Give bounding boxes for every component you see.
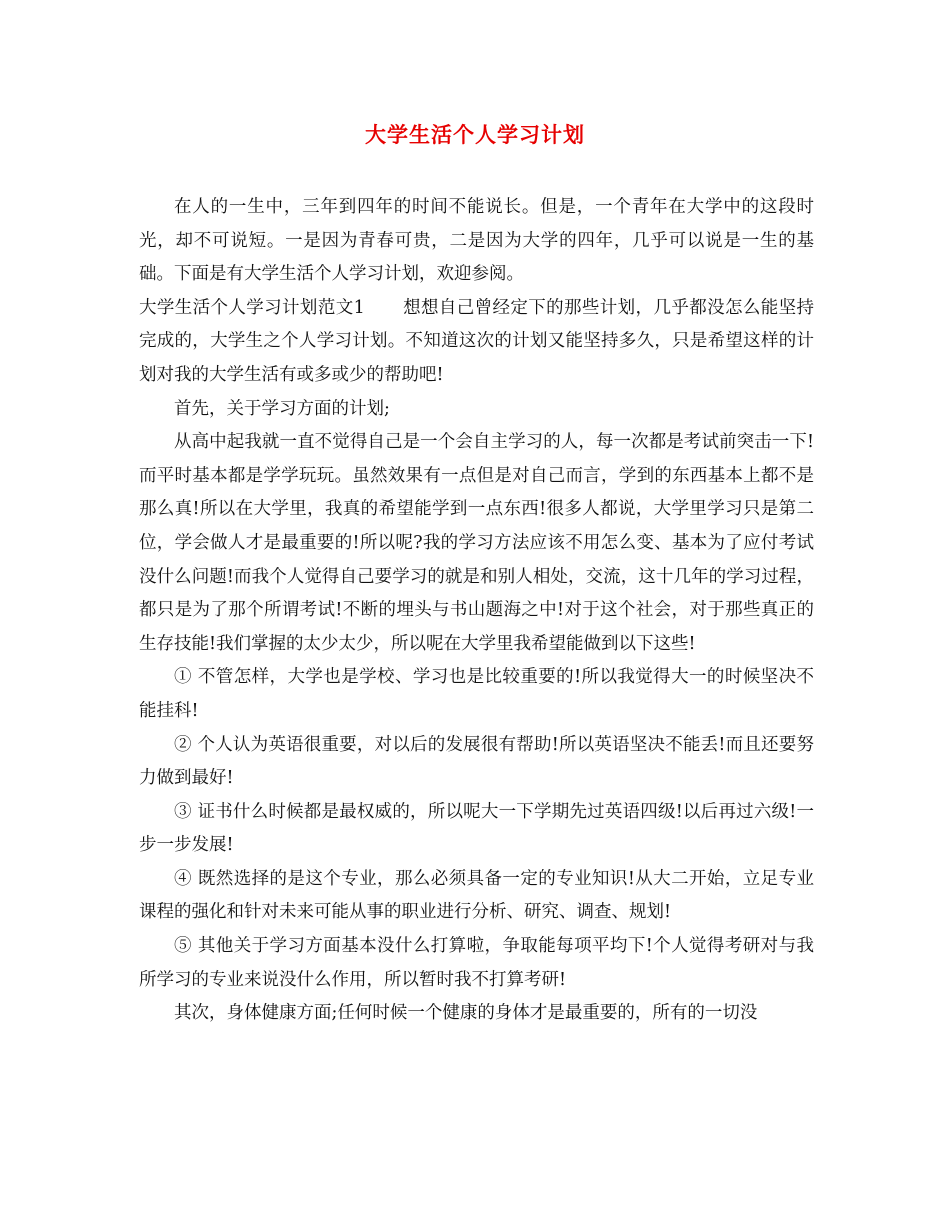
- intro-paragraph: 在人的一生中，三年到四年的时间不能说长。但是，一个青年在大学中的这段时光，却不可说短。一是因为青春可贵，二是因为大学的四年，几乎可以说是一生的基础。下面是有大学生活个人学习计划，欢迎参阅。: [139, 197, 814, 285]
- section-paragraph: [139, 292, 814, 393]
- plan-item-4: ④ 既然选择的是这个专业，那么必须具备一定的专业知识!从大二开始，立足专业课程的强化和针对未来可能从事的职业进行分析、研究、调查、规划!: [139, 868, 814, 923]
- document-title: 大学生活个人学习计划: [365, 122, 585, 147]
- document-body: [139, 191, 814, 1031]
- study-plan-heading: 首先，关于学习方面的计划;: [174, 398, 390, 419]
- health-paragraph: 其次，身体健康方面;任何时候一个健康的身体才是最重要的，所有的一切没: [174, 1003, 758, 1024]
- plan-item-5: ⑤ 其他关于学习方面基本没什么打算啦，争取能每项平均下!个人觉得考研对与我所学习的专业来说没什么作用，所以暂时我不打算考研!: [139, 936, 814, 990]
- plan-item-2: ② 个人认为英语很重要，对以后的发展很有帮助!所以英语坚决不能丢!而且还要努力做到最好!: [139, 734, 814, 789]
- plan-item-1: ① 不管怎样，大学也是学校、学习也是比较重要的!所以我觉得大一的时候坚决不能挂科!: [139, 667, 814, 721]
- section-intro-text: 想想自己曾经定下的那些计划，几乎都没怎么能坚持完成的，大学生之个人学习计划。不知道这次的计划又能坚持多久，只是希望这样的计划对我的大学生活有或多或少的帮助吧!: [139, 297, 814, 385]
- section-heading: 大学生活个人学习计划范文1: [139, 297, 365, 318]
- study-background-paragraph: 从高中起我就一直不觉得自己是一个会自主学习的人，每一次都是考试前突击一下!而平时基本都是学学玩玩。虽然效果有一点但是对自己而言，学到的东西基本上都不是那么真!所以在大学里，我真的希望能学到一点东西!很多人都说，大学里学习只是第二位，学会做人才是最重要的!所以呢?我的学习方法应该不用怎么变、基本为了应付考试没什么问题!而我个人觉得自己要学习的就是和别人相处，交流，这十几年的学习过程，都只是为了那个所谓考试!不断的埋头与书山题海之中!对于这个社会，对于那些真正的生存技能!我们掌握的太少太少，所以呢在大学里我希望能做到以下这些!: [139, 432, 814, 654]
- plan-item-3: ③ 证书什么时候都是最权威的，所以呢大一下学期先过英语四级!以后再过六级!一步一步发展!: [139, 801, 814, 856]
